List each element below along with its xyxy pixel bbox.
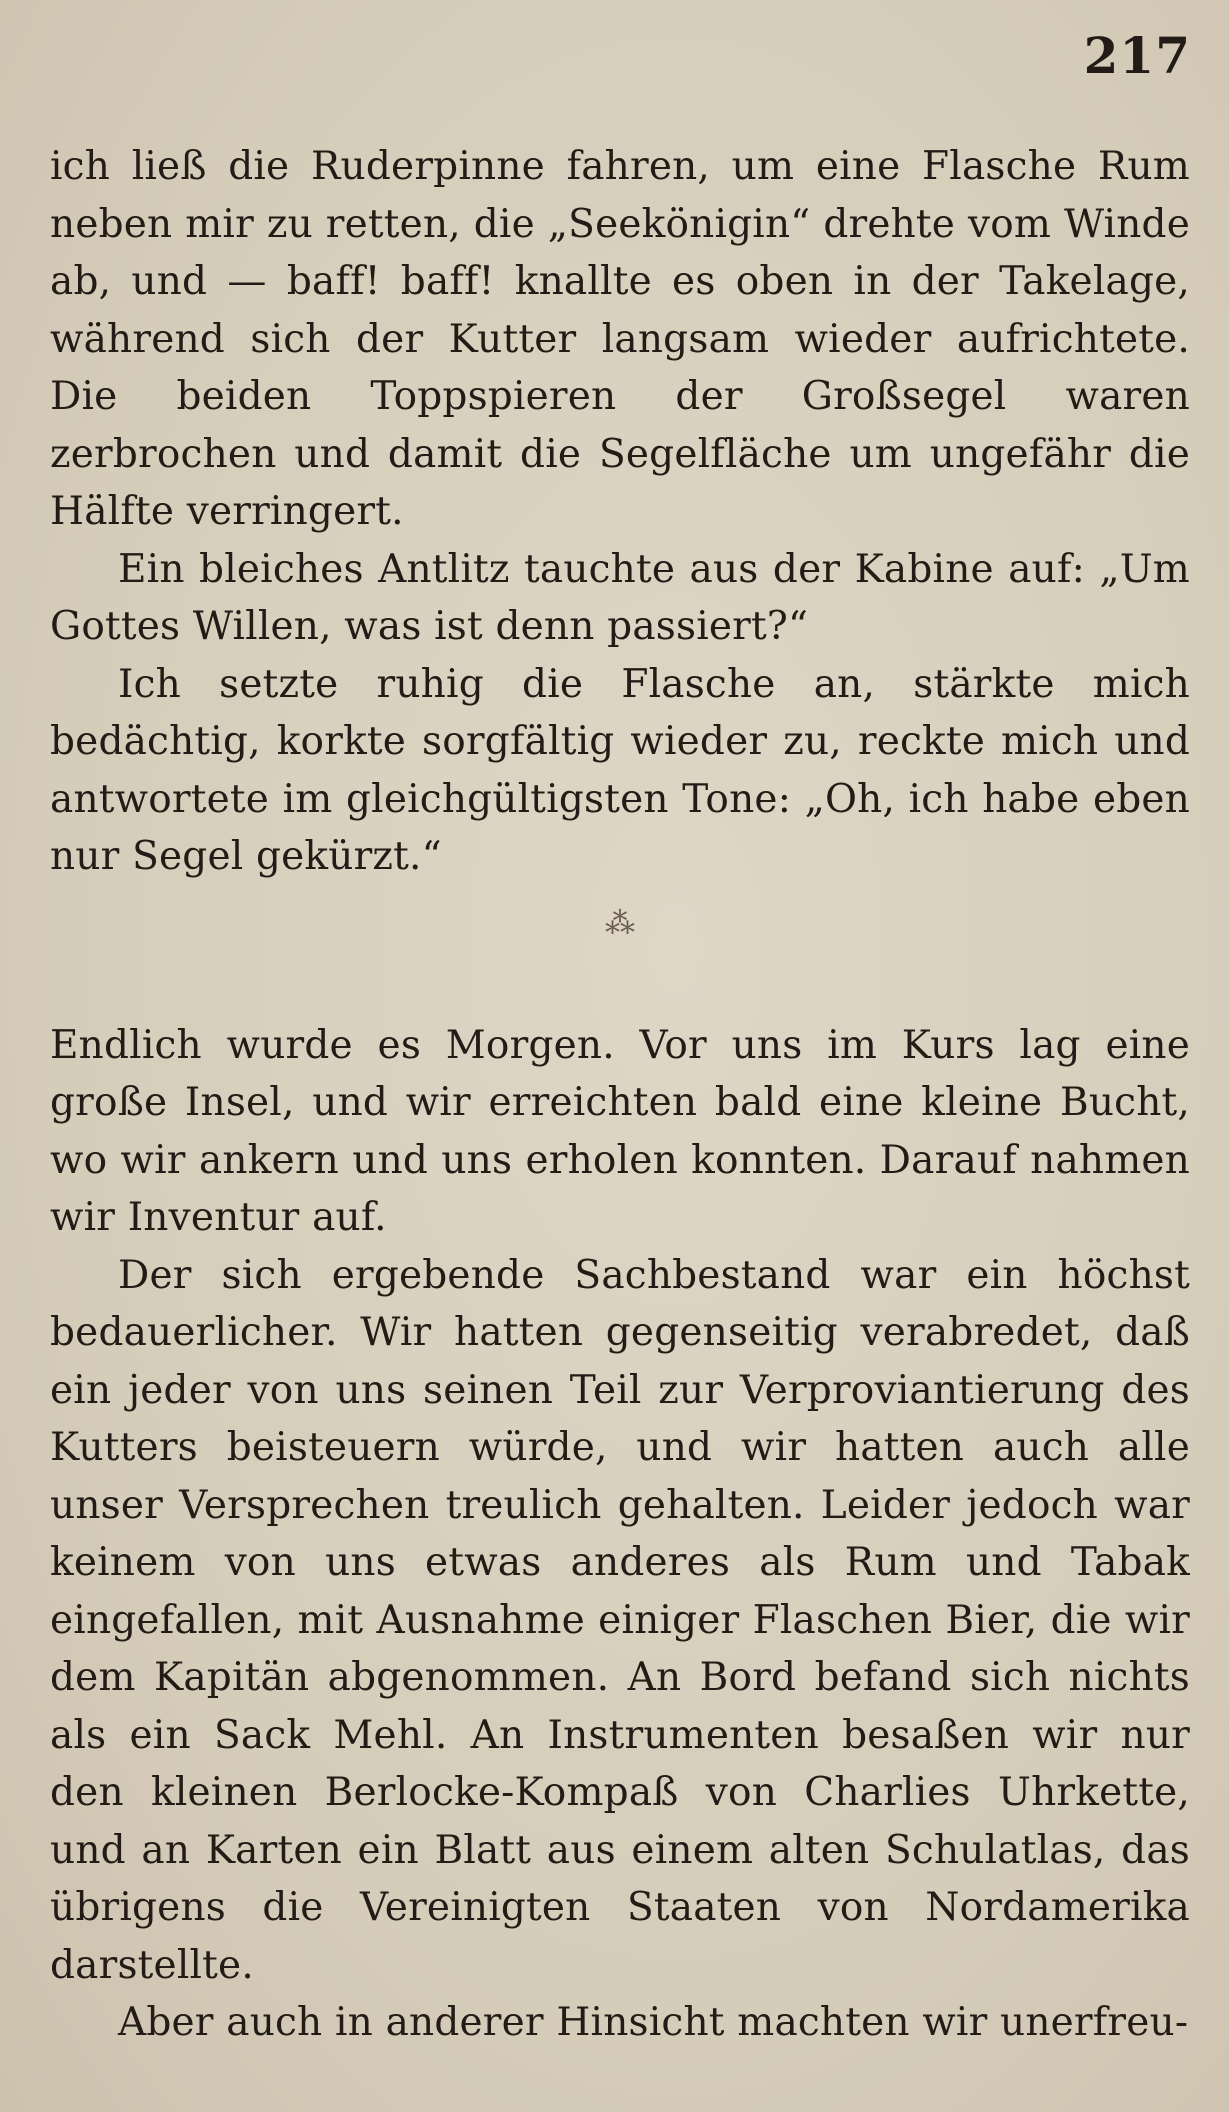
paragraph: Aber auch in anderer Hinsicht machten wir unerfreu-	[118, 2000, 1189, 2045]
paragraph: Endlich wurde es Morgen. Vor uns im Kurs lag eine große Insel, und wir erreichten bald eine kleine Bucht, wo wir ankern und uns erholen konnten. Darauf nahmen wir Inventur auf.	[50, 1022, 1190, 1240]
paragraph: Ich setzte ruhig die Flasche an, stärkte mich bedächtig, korkte sorgfältig wieder zu, reckte mich und antwortete im gleichgültigsten Tone: „Oh, ich habe eben nur Segel gekürzt.“	[50, 661, 1190, 879]
paragraph: Ein bleiches Antlitz tauchte aus der Kabine auf: „Um Gottes Willen, was ist denn passiert?“	[50, 546, 1190, 649]
section-break-asterism: ⁂	[605, 905, 635, 941]
paragraph: ich ließ die Ruderpinne fahren, um eine Flasche Rum neben mir zu retten, die „Seekönigin“ drehte vom Winde ab, und — baff! baff! knallte es oben in der Takelage, während sich der Kutter langsam wieder aufrichtete. Die beiden Toppspieren der Großsegel waren zerbrochen und damit die Segelfläche um ungefähr die Hälfte verringert.	[50, 144, 1190, 534]
paragraph: Der sich ergebende Sachbestand war ein höchst bedauerlicher. Wir hatten gegenseitig verabredet, daß ein jeder von uns seinen Teil zur Verproviantierung des Kutters beisteuern würde, und wir hatten auch alle unser Versprechen treulich gehalten. Leider jedoch war keinem von uns etwas anderes als Rum und Tabak eingefallen, mit Ausnahme einiger Flaschen Bier, die wir dem Kapitän abgenommen. An Bord befand sich nichts als ein Sack Mehl. An Instrumenten besaßen wir nur den kleinen Berlocke-Kompaß von Charlies Uhrkette, und an Karten ein Blatt aus einem alten Schulatlas, das übrigens die Vereinigten Staaten von Nordamerika darstellte.	[50, 1252, 1190, 1988]
page-number: 217	[1083, 26, 1191, 85]
body-text	[50, 138, 1190, 2052]
